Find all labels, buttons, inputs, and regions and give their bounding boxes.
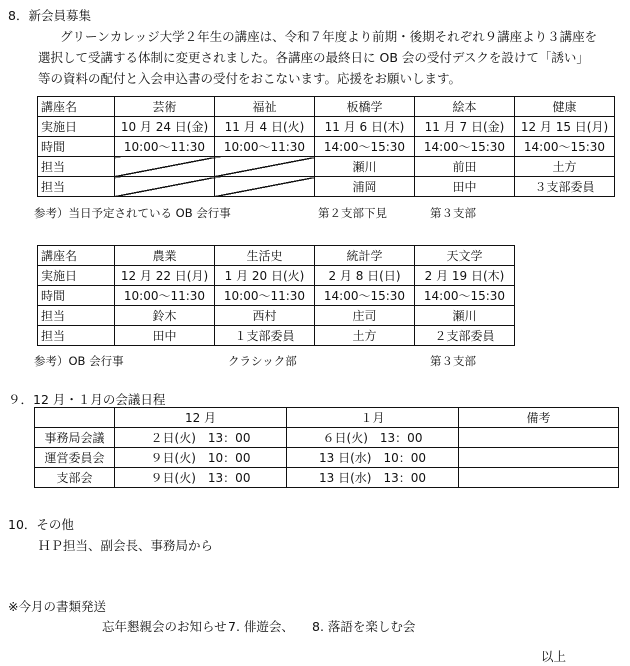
header-cell: １月 (287, 408, 459, 428)
table-cell: 瀬川 (315, 157, 415, 177)
table-cell: 健康 (515, 97, 615, 117)
table-row (38, 326, 515, 346)
table-cell (459, 448, 619, 468)
table-cell: 13 日(水) 13：00 (287, 468, 459, 488)
table-row (38, 246, 515, 266)
table-cell (459, 428, 619, 448)
table-cell: 瀬川 (415, 306, 515, 326)
table-cell: 福祉 (215, 97, 315, 117)
section-10-body: ＨＰ担当、副会長、事務局から (38, 538, 214, 553)
meeting-schedule-table (34, 407, 619, 488)
table-cell: 11 月 6 日(木) (315, 117, 415, 137)
header-cell: 12 月 (115, 408, 287, 428)
table-row (35, 428, 619, 448)
row-label: 事務局会議 (35, 428, 115, 448)
section-10-heading: 10．その他 (8, 517, 74, 532)
table-cell: 14:00～15:30 (315, 286, 415, 306)
mailing-item-1: 忘年懇親会のお知らせ (102, 619, 227, 634)
table-cell: 生活史 (215, 246, 315, 266)
table-row (38, 117, 615, 137)
table-cell: 14:00～15:30 (515, 137, 615, 157)
row-label: 担当 (38, 157, 115, 177)
mailing-item-2: 7. 俳遊会、 (228, 619, 294, 634)
header-cell: 備考 (459, 408, 619, 428)
section-8-paragraph (38, 26, 618, 89)
table-cell: 13 日(水) 10：00 (287, 448, 459, 468)
table-cell: 農業 (115, 246, 215, 266)
note-2-label: 参考）OB 会行事 (34, 354, 124, 368)
table-row (35, 468, 619, 488)
note-1-label: 参考）当日予定されている OB 会行事 (34, 206, 231, 220)
table-row (38, 177, 615, 197)
table-cell: 絵本 (415, 97, 515, 117)
para-line-3: 等の資料の配付と入会申込書の受付をおこないます。応援をお願いします。 (38, 71, 462, 86)
section-8-heading: 8．新会員募集 (8, 8, 91, 23)
table-cell: 14:00～15:30 (315, 137, 415, 157)
table-cell: 12 月 15 日(月) (515, 117, 615, 137)
table-row (38, 97, 615, 117)
table-cell: ９日(火) 10：00 (115, 448, 287, 468)
header-cell (35, 408, 115, 428)
table-cell: 土方 (515, 157, 615, 177)
table-row (38, 286, 515, 306)
table-cell: 14:00～15:30 (415, 286, 515, 306)
row-label: 講座名 (38, 246, 115, 266)
row-label: 時間 (38, 286, 115, 306)
table-cell: 14:00～15:30 (415, 137, 515, 157)
empty-slashed-cell (215, 177, 315, 197)
table-cell: 西村 (215, 306, 315, 326)
note-1-item-a: 第２支部下見 (318, 206, 387, 220)
table-cell: 10:00～11:30 (115, 137, 215, 157)
table-cell: 1 月 20 日(火) (215, 266, 315, 286)
row-label: 実施日 (38, 117, 115, 137)
table-cell: 芸術 (115, 97, 215, 117)
table-cell: 11 月 4 日(火) (215, 117, 315, 137)
table-cell: ３支部委員 (515, 177, 615, 197)
empty-slashed-cell (115, 177, 215, 197)
table-cell: ９日(火) 13：00 (115, 468, 287, 488)
row-label: 運営委員会 (35, 448, 115, 468)
table-cell: 鈴木 (115, 306, 215, 326)
table-cell: 庄司 (315, 306, 415, 326)
table-row (38, 157, 615, 177)
note-2-item-b: 第３支部 (430, 354, 476, 368)
section-9-heading: ９．12 月・１月の会議日程 (8, 392, 166, 407)
note-1-item-b: 第３支部 (430, 206, 476, 220)
table-row (38, 137, 615, 157)
row-label: 実施日 (38, 266, 115, 286)
table-cell: 田中 (415, 177, 515, 197)
table-cell: １支部委員 (215, 326, 315, 346)
course-table-2 (37, 245, 515, 346)
table-header-row (35, 408, 619, 428)
course-table-1 (37, 96, 615, 197)
table-row (38, 306, 515, 326)
table-cell: 統計学 (315, 246, 415, 266)
table-cell: ６日(火) 13：00 (287, 428, 459, 448)
table-cell: 12 月 22 日(月) (115, 266, 215, 286)
table-cell: 田中 (115, 326, 215, 346)
table-cell (459, 468, 619, 488)
mailing-item-3: 8. 落語を楽しむ会 (312, 619, 416, 634)
row-label: 講座名 (38, 97, 115, 117)
table-cell: 天文学 (415, 246, 515, 266)
table-cell: 浦岡 (315, 177, 415, 197)
para-line-1: グリーンカレッジ大学２年生の講座は、令和７年度より前期・後期それぞれ９講座より３講座を (60, 29, 598, 44)
empty-slashed-cell (215, 157, 315, 177)
empty-slashed-cell (115, 157, 215, 177)
table-cell: 10:00～11:30 (215, 137, 315, 157)
table-row (35, 448, 619, 468)
row-label: 支部会 (35, 468, 115, 488)
table-cell: ２日(火) 13：00 (115, 428, 287, 448)
table-cell: 前田 (415, 157, 515, 177)
table-cell: 板橋学 (315, 97, 415, 117)
closing-text: 以上 (541, 649, 567, 664)
table-cell: ２支部委員 (415, 326, 515, 346)
mailing-heading: ※今月の書類発送 (8, 599, 106, 614)
table-cell: 2 月 19 日(木) (415, 266, 515, 286)
table-cell: 11 月 7 日(金) (415, 117, 515, 137)
note-2-item-a: クラシック部 (228, 354, 297, 368)
table-row (38, 266, 515, 286)
para-line-2: 選択して受講する体制に変更されました。各講座の最終日に OB 会の受付デスクを設けて「誘い」 (38, 50, 589, 65)
row-label: 担当 (38, 306, 115, 326)
table-cell: 10:00～11:30 (115, 286, 215, 306)
table-cell: 2 月 8 日(日) (315, 266, 415, 286)
table-cell: 土方 (315, 326, 415, 346)
table-cell: 10:00～11:30 (215, 286, 315, 306)
table-cell: 10 月 24 日(金) (115, 117, 215, 137)
row-label: 担当 (38, 326, 115, 346)
row-label: 時間 (38, 137, 115, 157)
row-label: 担当 (38, 177, 115, 197)
